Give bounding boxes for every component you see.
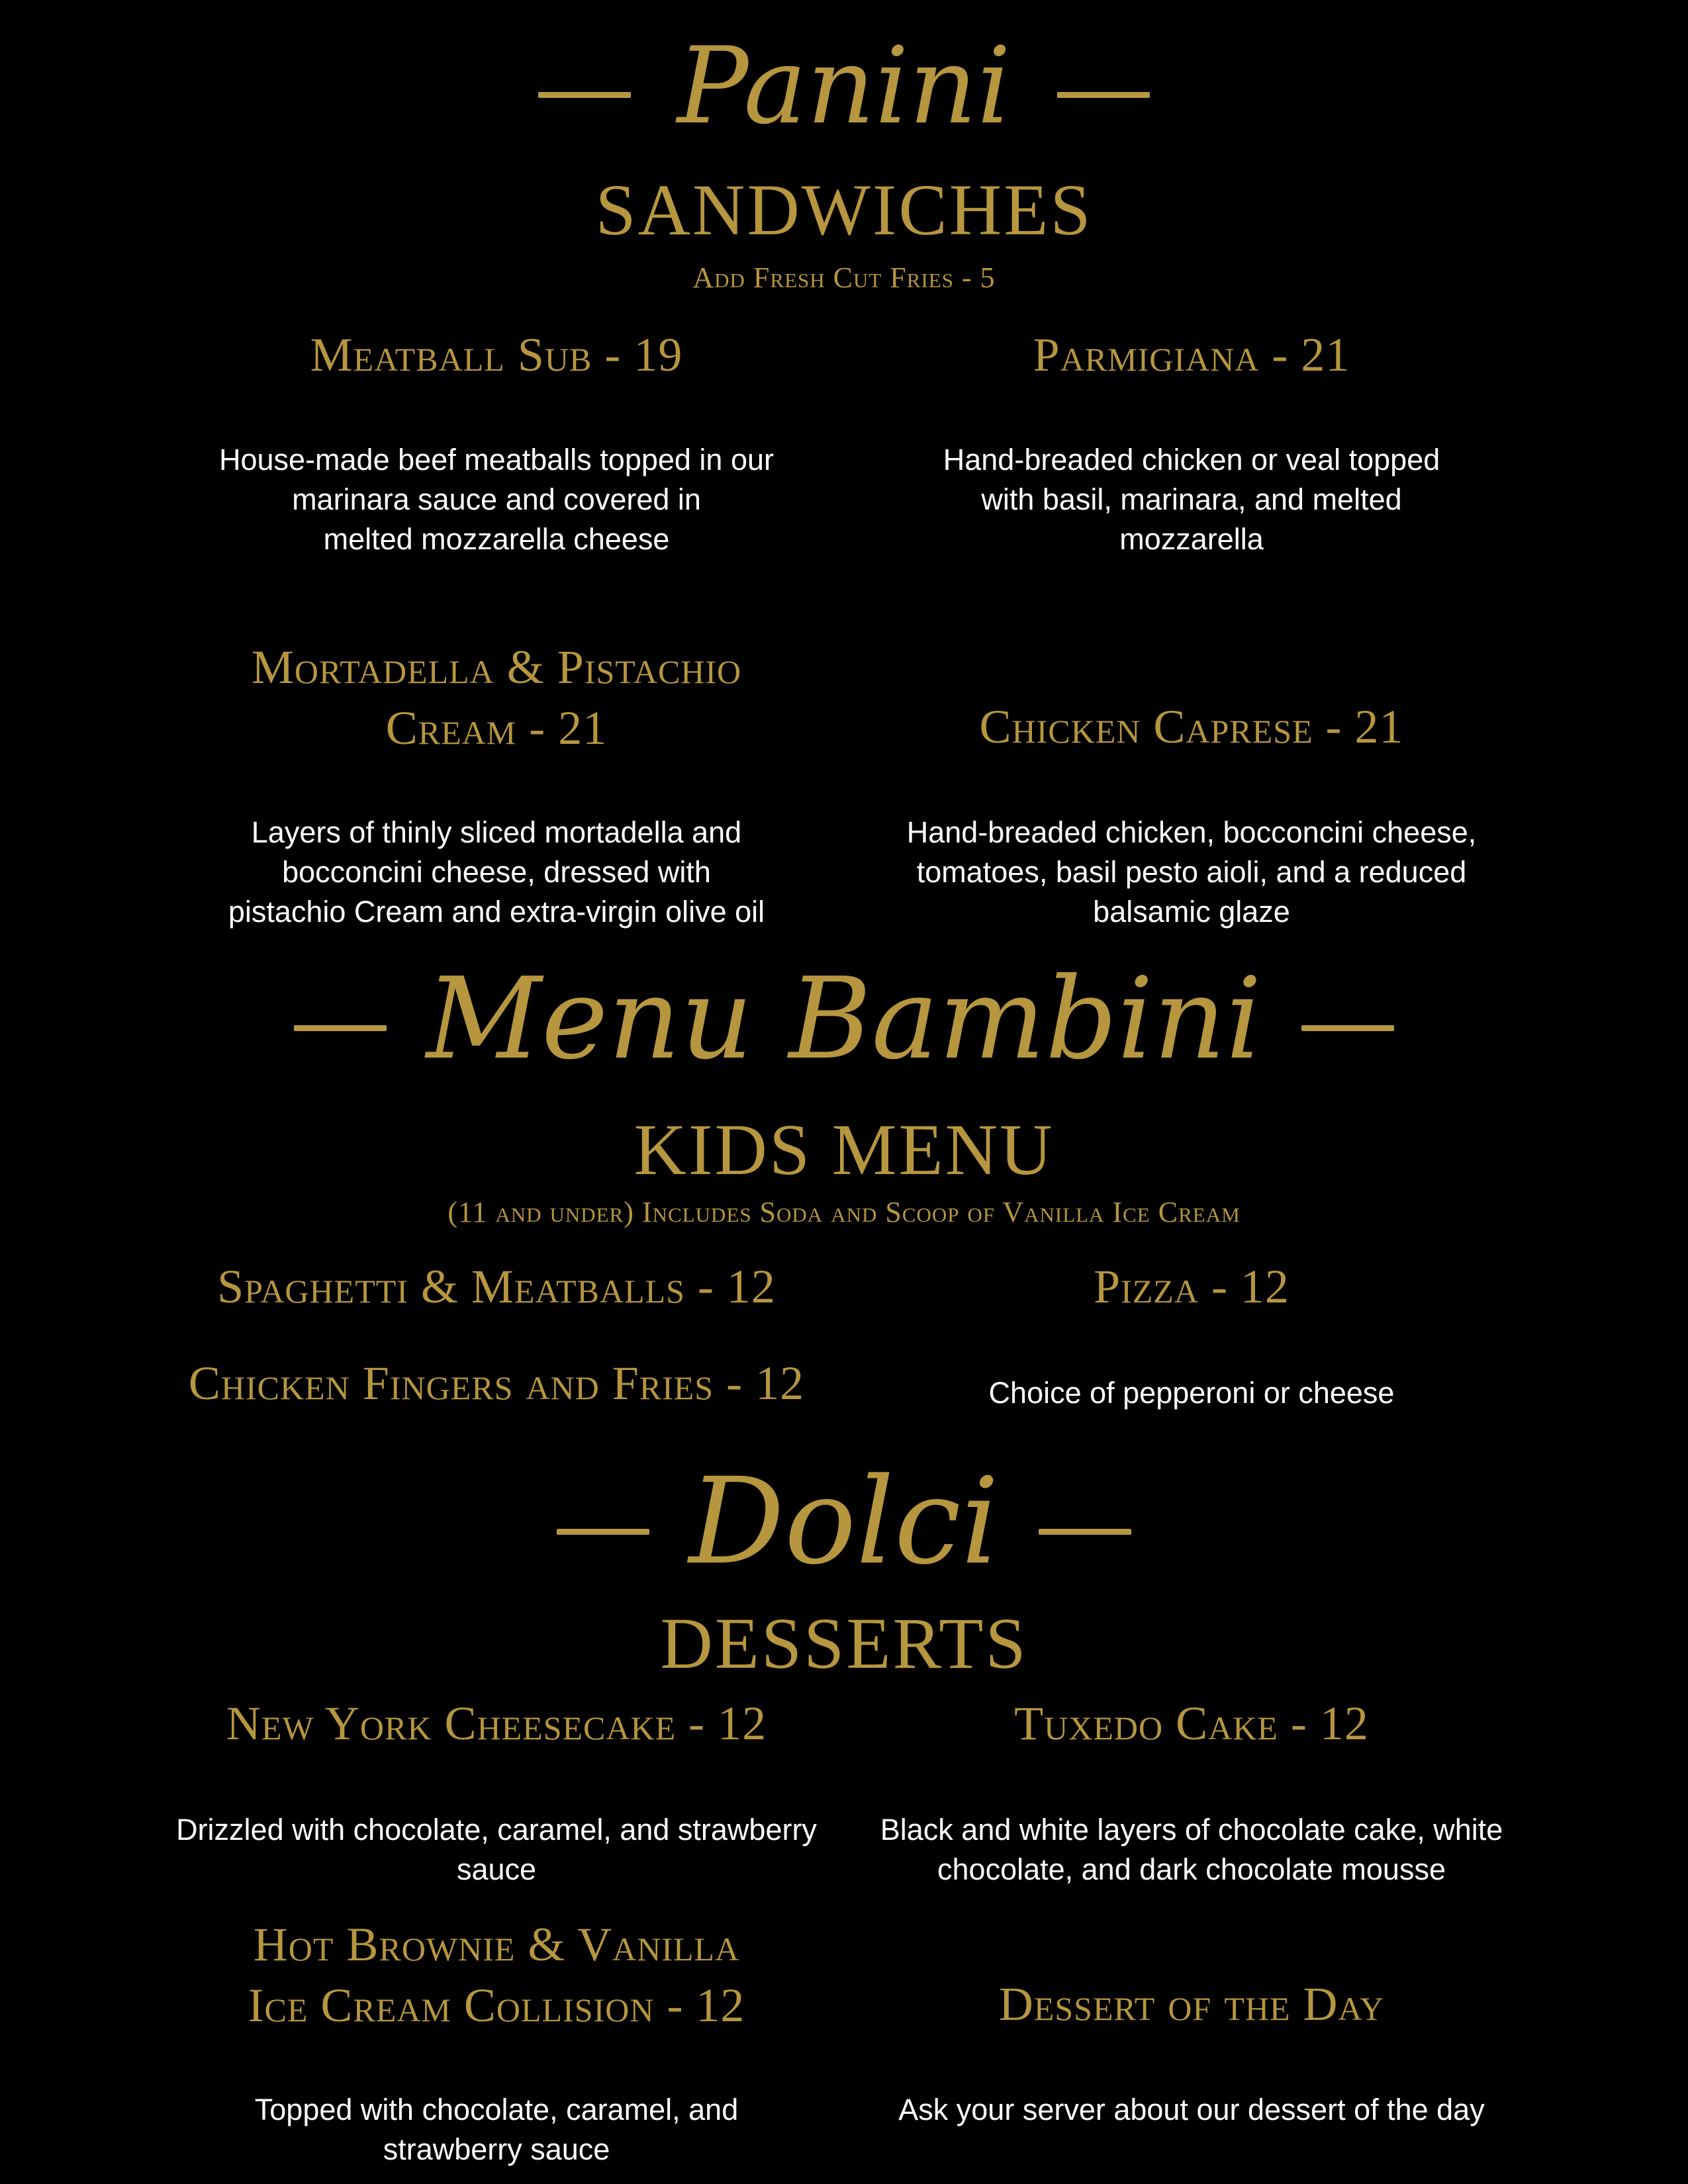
description-line: strawberry sauce xyxy=(383,2132,610,2166)
menu-item-title: Spaghetti & Meatballs - 12 xyxy=(217,1260,776,1313)
menu-item-description xyxy=(99,2090,894,2169)
kids-menu-category-title: KIDS MENU xyxy=(633,1109,1055,1190)
menu-item-title: Meatball Sub - 19 xyxy=(310,328,683,381)
menu-item-description xyxy=(827,2090,1556,2130)
kids-menu-subtitle: (11 and under) Includes Soda and Scoop of Vanilla Ice Cream xyxy=(447,1196,1241,1228)
description-line: Ask your server about our dessert of the day xyxy=(898,2093,1485,2126)
description-line: with basil, marinara, and melted xyxy=(981,482,1402,516)
dolci-script-heading xyxy=(0,1449,1688,1595)
menu-item-description xyxy=(99,813,894,932)
description-line: Hand-breaded chicken or veal topped xyxy=(943,443,1440,477)
sandwiches-subtitle: Add Fresh Cut Fries - 5 xyxy=(692,261,996,294)
menu-item-title: Pizza - 12 xyxy=(1094,1260,1289,1313)
description-line: tomatoes, basil pesto aioli, and a reduced xyxy=(916,855,1467,889)
left-dash-decoration xyxy=(538,92,631,98)
right-dash-decoration xyxy=(1057,92,1150,98)
menu-item-description xyxy=(99,1810,894,1889)
right-dash-decoration xyxy=(1039,1529,1131,1535)
desserts-category-title: DESSERTS xyxy=(660,1603,1028,1684)
title-line: Mortadella & Pistachio xyxy=(251,641,742,694)
right-dash-decoration xyxy=(1301,1025,1394,1031)
menu-item-description xyxy=(99,440,894,559)
title-line: Ice Cream Collision - 12 xyxy=(248,1979,745,2032)
description-line: bocconcini cheese, dressed with xyxy=(282,855,711,889)
description-line: Hand-breaded chicken, bocconcini cheese, xyxy=(906,815,1477,849)
menu-item-title: Chicken Fingers and Fries - 12 xyxy=(188,1357,805,1410)
bambini-script-title: Menu Bambini xyxy=(426,954,1262,1085)
menu-item-title: Chicken Caprese - 21 xyxy=(979,700,1404,753)
description-line: balsamic glaze xyxy=(1093,895,1290,929)
menu-item-description xyxy=(827,440,1556,559)
menu-item-title: Dessert of the Day xyxy=(998,1978,1385,2030)
title-line: Cream - 21 xyxy=(385,702,608,754)
description-line: Topped with chocolate, caramel, and xyxy=(254,2093,739,2126)
description-line: Black and white layers of chocolate cake, white xyxy=(880,1813,1503,1846)
menu-item-description xyxy=(827,1810,1556,1889)
menu-item-title xyxy=(99,1914,894,2036)
left-dash-decoration xyxy=(557,1529,649,1535)
dolci-script-title: Dolci xyxy=(688,1453,1000,1591)
menu-item-description: Choice of pepperoni or cheese xyxy=(988,1376,1395,1410)
description-line: chocolate, and dark chocolate mousse xyxy=(937,1852,1446,1886)
description-line: House-made beef meatballs topped in our xyxy=(218,443,774,477)
description-line: melted mozzarella cheese xyxy=(323,522,670,556)
menu-item-title: Tuxedo Cake - 12 xyxy=(1014,1697,1369,1750)
title-line: Hot Brownie & Vanilla xyxy=(253,1918,740,1971)
bambini-script-heading xyxy=(0,953,1688,1085)
panini-script-title: Panini xyxy=(677,24,1011,148)
description-line: pistachio Cream and extra-virgin olive oil xyxy=(228,895,765,929)
menu-item-title: Parmigiana - 21 xyxy=(1033,328,1350,381)
panini-script-heading xyxy=(0,26,1688,146)
description-line: sauce xyxy=(456,1852,537,1886)
menu-item-title xyxy=(99,637,894,758)
description-line: marinara sauce and covered in xyxy=(292,482,701,516)
description-line: Drizzled with chocolate, caramel, and strawberry xyxy=(176,1813,817,1846)
left-dash-decoration xyxy=(294,1025,387,1031)
menu-item-description xyxy=(827,813,1556,932)
sandwiches-category-title: SANDWICHES xyxy=(595,169,1093,250)
description-line: mozzarella xyxy=(1119,522,1264,556)
description-line: Layers of thinly sliced mortadella and xyxy=(251,815,742,849)
menu-item-title: New York Cheesecake - 12 xyxy=(226,1697,767,1750)
